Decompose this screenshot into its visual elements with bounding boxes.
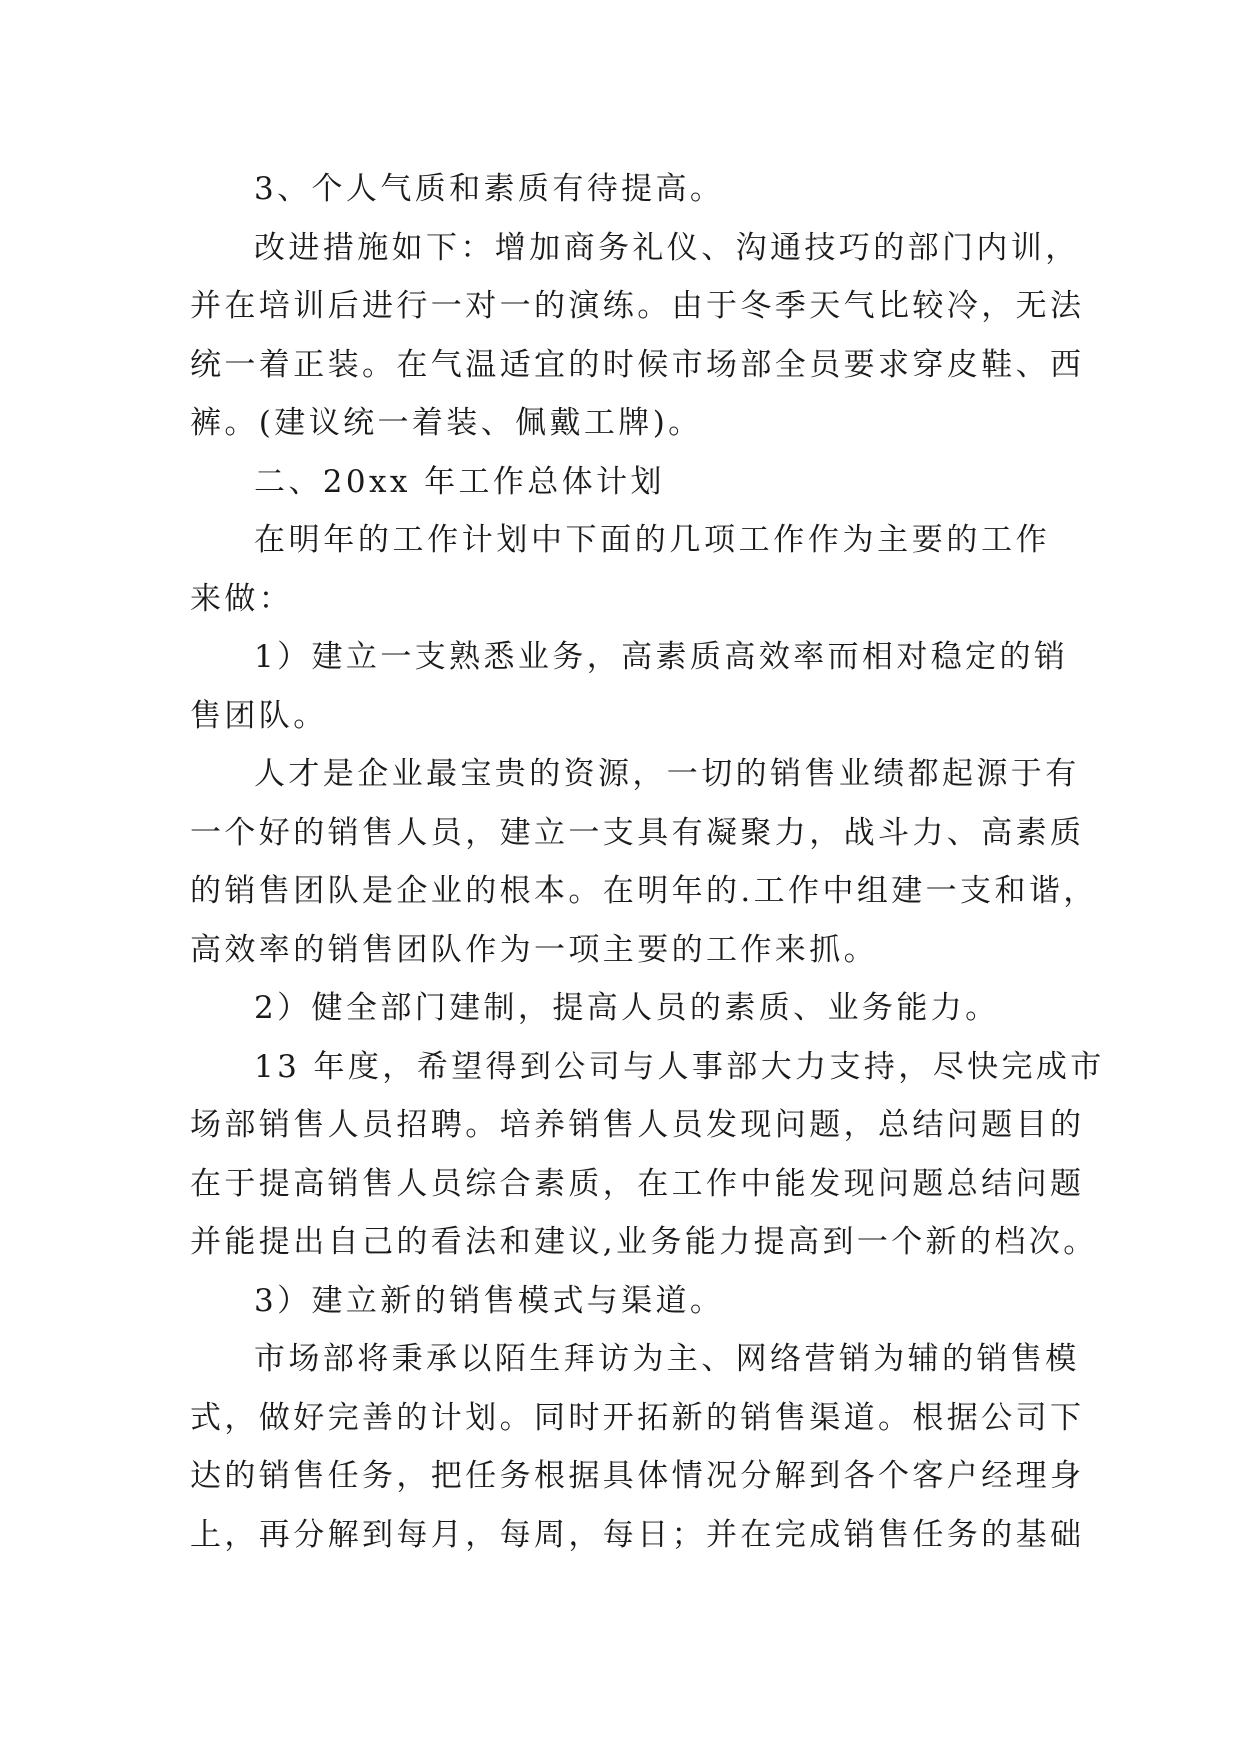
text-line: 场部销售人员招聘。培养销售人员发现问题，总结问题目的 [190,1107,1085,1143]
document-body [190,160,1105,1564]
text-line: 达的销售任务，把任务根据具体情况分解到各个客户经理身 [190,1458,1085,1494]
text-line: 的销售团队是企业的根本。在明年的.工作中组建一支和谐， [190,873,1098,909]
text-line: 统一着正装。在气温适宜的时候市场部全员要求穿皮鞋、西 [190,346,1085,383]
text-line: 来做： [190,580,294,617]
text-line: 式，做好完善的计划。同时开拓新的销售渠道。根据公司下 [190,1399,1085,1436]
text-line: 并在培训后进行一对一的演练。由于冬季天气比较冷，无法 [190,288,1085,324]
text-line: 一个好的销售人员，建立一支具有凝聚力，战斗力、高素质 [190,814,1085,851]
text-line: 在明年的工作计划中下面的几项工作作为主要的工作 [254,522,1050,558]
text-line: 市场部将秉承以陌生拜访为主、网络营销为辅的销售模 [254,1341,1080,1377]
text-line: 上，再分解到每月，每周，每日；并在完成销售任务的基础 [190,1516,1085,1553]
text-line: 在于提高销售人员综合素质，在工作中能发现问题总结问题 [190,1165,1085,1202]
text-line: 3）建立新的销售模式与渠道。 [254,1282,725,1319]
text-line: 改进措施如下：增加商务礼仪、沟通技巧的部门内训， [254,229,1080,266]
text-line: 二、20xx 年工作总体计划 [254,463,665,500]
text-line: 裤。(建议统一着装、佩戴工牌)。 [190,405,703,441]
text-line: 人才是企业最宝贵的资源，一切的销售业绩都起源于有 [254,756,1080,792]
text-line: 售团队。 [190,697,328,734]
text-line: 1）建立一支熟悉业务，高素质高效率而相对稳定的销 [254,639,1069,675]
text-line: 2）健全部门建制，提高人员的素质、业务能力。 [254,990,1000,1026]
text-line: 13 年度，希望得到公司与人事部大力支持，尽快完成市 [254,1048,1105,1085]
text-line: 并能提出自己的看法和建议,业务能力提高到一个新的档次。 [190,1224,1098,1260]
text-line: 3、个人气质和素质有待提高。 [254,171,725,207]
text-line: 高效率的销售团队作为一项主要的工作来抓。 [190,931,878,968]
